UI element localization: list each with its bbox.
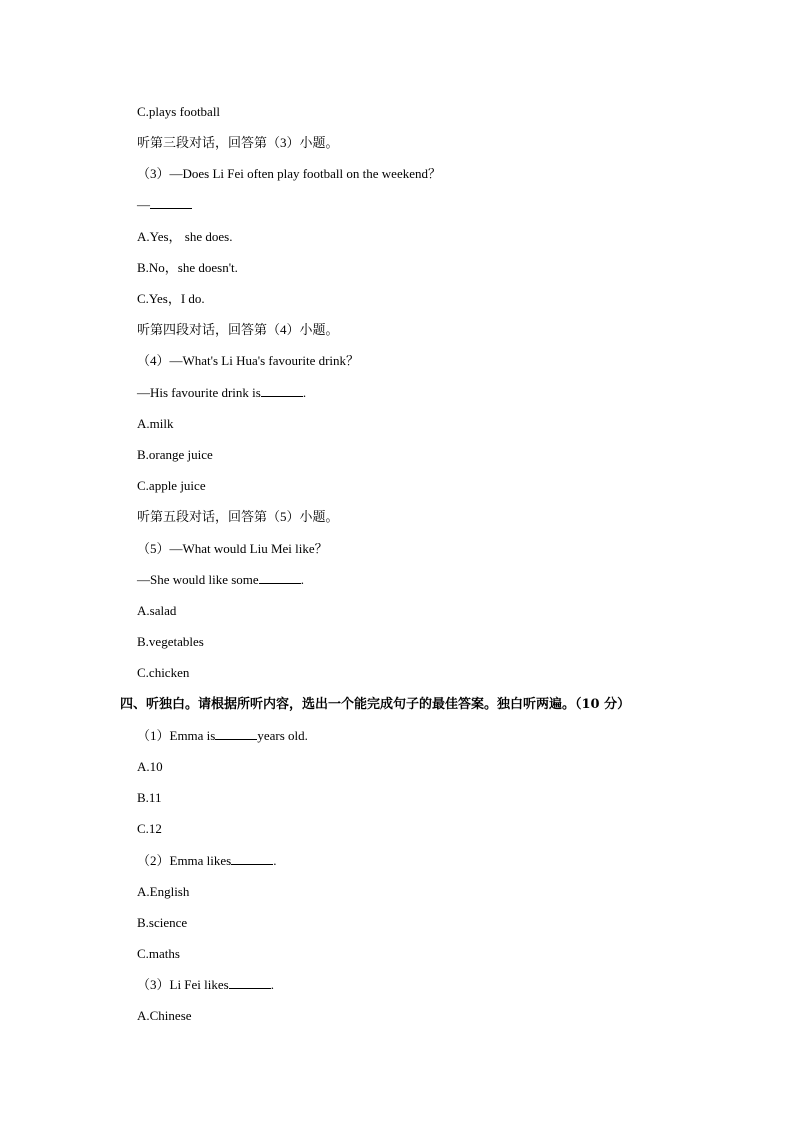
option-a-q4 [137,416,173,432]
option-c-q3 [137,291,205,307]
question-4 [137,353,359,369]
answer-blank [150,197,192,209]
line-text: 听第五段对话，回答第（5）小题。 [137,509,339,524]
line-text: C.maths [137,946,180,961]
line-text: B.vegetables [137,634,204,649]
answer-blank [261,385,303,397]
line-text: （5）—What would Liu Mei like？ [137,541,328,556]
answer-blank-5 [137,572,304,588]
question-5 [137,541,328,557]
line-text: （1）Emma is [137,728,216,743]
line-text: B.11 [137,790,162,805]
line-text: A.milk [137,416,174,431]
option-b-m1 [137,790,161,806]
answer-blank [231,853,273,865]
line-text: C.Yes，I do. [137,291,205,306]
line-text: C.chicken [137,665,190,680]
line-text: 听第四段对话，回答第（4）小题。 [137,322,339,337]
line-text: B.science [137,915,188,930]
answer-blank [229,977,271,989]
line-text: C.12 [137,821,162,836]
line-text: —She would like some [137,572,259,587]
line-text: . [302,385,307,400]
option-c-m1 [137,821,162,837]
monologue-question-1 [137,728,308,744]
line-text: B.orange juice [137,447,213,462]
line-text: A.English [137,884,190,899]
question-3 [137,166,441,182]
line-text: years old. [257,728,308,743]
option-c-q4 [137,478,206,494]
line-text: — [137,197,150,212]
monologue-question-2 [137,853,277,869]
line-text: . [300,572,304,587]
line-text: A.10 [137,759,163,774]
option-a-m2 [137,884,189,900]
option-c-plays-football [137,104,220,120]
line-text: （3）—Does Li Fei often play football on the weekend？ [137,166,441,181]
line-text: A.Yes， she does. [137,229,233,244]
answer-blank-3 [137,197,192,213]
line-text: A.Chinese [137,1008,192,1023]
option-c-q5 [137,665,189,681]
answer-blank [259,572,301,584]
option-b-q4 [137,447,213,463]
option-a-q3 [137,229,232,245]
answer-blank [215,728,257,740]
monologue-question-3 [137,977,274,993]
line-text: （2）Emma likes [137,853,232,868]
option-b-m2 [137,915,187,931]
section-heading-monologue [120,697,630,713]
line-text: C.plays football [137,104,221,119]
line-text: 四、听独白。请根据所听内容，选出一个能完成句子的最佳答案。独白听两遍。（10 分） [120,697,631,712]
instruction-dialogue-5 [137,509,339,525]
line-text: C.apple juice [137,478,206,493]
option-b-q3 [137,260,238,276]
instruction-dialogue-4 [137,322,339,338]
option-a-m1 [137,759,163,775]
line-text: . [273,853,277,868]
instruction-dialogue-3 [137,135,339,151]
option-a-q5 [137,603,176,619]
line-text: B.No，she doesn't. [137,260,238,275]
line-text: A.salad [137,603,177,618]
line-text: . [270,977,274,992]
option-a-m3 [137,1008,192,1024]
line-text: （3）Li Fei likes [137,977,229,992]
option-c-m2 [137,946,180,962]
answer-blank-4 [137,385,306,401]
line-text: （4）—What's Li Hua's favourite drink？ [137,353,360,368]
option-b-q5 [137,634,204,650]
line-text: —His favourite drink is [137,385,261,400]
line-text: 听第三段对话，回答第（3）小题。 [137,135,339,150]
